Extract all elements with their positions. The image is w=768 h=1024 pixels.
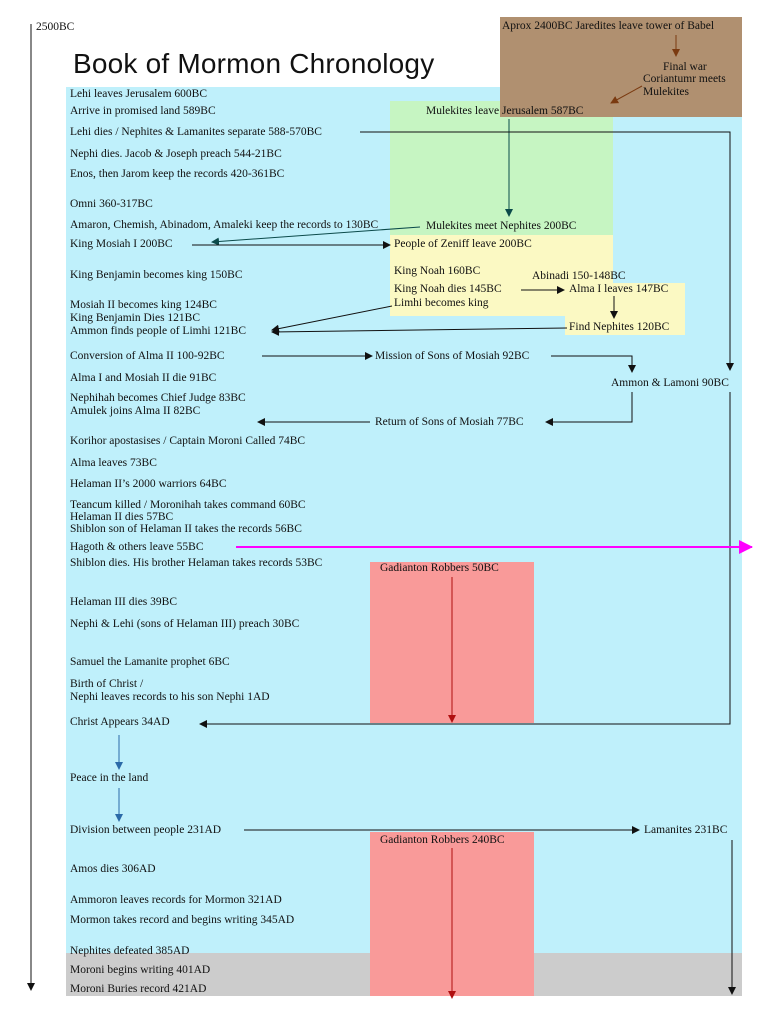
- lamanites-label: Lamanites 231BC: [644, 824, 728, 836]
- timeline-event: Moroni Buries record 421AD: [70, 983, 207, 995]
- timeline-event: Shiblon dies. His brother Helaman takes records 53BC: [70, 557, 323, 569]
- mulekites-jaredite-label: Mulekites: [643, 86, 689, 98]
- timeline-event: Ammoron leaves records for Mormon 321AD: [70, 894, 282, 906]
- lamanite-path-arrow: [360, 132, 730, 370]
- timeline-event: King Benjamin Dies 121BC: [70, 312, 201, 324]
- zeniff-leave-label: People of Zeniff leave 200BC: [394, 238, 532, 250]
- mission-label: Mission of Sons of Mosiah 92BC: [375, 350, 530, 362]
- timeline-event: Christ Appears 34AD: [70, 716, 170, 728]
- find-nephites-label: Find Nephites 120BC: [569, 321, 670, 333]
- timeline-event: Enos, then Jarom keep the records 420-361BC: [70, 168, 285, 180]
- timeline-event: Korihor apostasises / Captain Moroni Called 74BC: [70, 435, 306, 447]
- timeline-event: Alma leaves 73BC: [70, 457, 157, 469]
- find-nephites-arrow: [272, 328, 567, 332]
- timeline-event: Alma I and Mosiah II die 91BC: [70, 372, 217, 384]
- jaredites-leave-label: Aprox 2400BC Jaredites leave tower of Babel: [502, 20, 715, 32]
- limhi-arrow: [272, 306, 392, 330]
- coriantumr-arrow: [611, 86, 642, 103]
- coriantumr-label: Coriantumr meets: [643, 73, 726, 85]
- timeline-event: Nephihah becomes Chief Judge 83BC: [70, 392, 246, 404]
- timeline-event: Teancum killed / Moronihah takes command 60BC: [70, 499, 306, 511]
- mulekites-leave-label: Mulekites leave Jerusalem 587BC: [426, 105, 584, 117]
- timeline-event: Lehi leaves Jerusalem 600BC: [70, 88, 208, 100]
- timeline-event: Division between people 231AD: [70, 824, 222, 836]
- timeline-event: Helaman II’s 2000 warriors 64BC: [70, 478, 227, 490]
- mulekite-to-mosiah-arrow: [212, 227, 420, 242]
- mission-arrow: [551, 356, 632, 372]
- alma-leaves-label: Alma I leaves 147BC: [569, 283, 669, 295]
- timeline-event: Nephi & Lehi (sons of Helaman III) preach 30BC: [70, 618, 300, 630]
- timeline-event: Mosiah II becomes king 124BC: [70, 299, 217, 311]
- timeline-event: Helaman III dies 39BC: [70, 596, 177, 608]
- timeline-event: Shiblon son of Helaman II takes the records 56BC: [70, 523, 302, 535]
- timeline-event: Peace in the land: [70, 772, 149, 784]
- timeline-event: Helaman II dies 57BC: [70, 511, 174, 523]
- timeline-event: King Benjamin becomes king 150BC: [70, 269, 243, 281]
- gadianton-label-1: Gadianton Robbers 50BC: [380, 562, 499, 574]
- page-title: Book of Mormon Chronology: [73, 48, 435, 79]
- timeline-event: Nephi dies. Jacob & Joseph preach 544-21BC: [70, 148, 282, 160]
- timeline-event: Samuel the Lamanite prophet 6BC: [70, 656, 230, 668]
- top-year-label: 2500BC: [36, 21, 75, 33]
- gadianton-label-2: Gadianton Robbers 240BC: [380, 834, 505, 846]
- timeline-event: Amulek joins Alma II 82BC: [70, 405, 201, 417]
- timeline-event: Amos dies 306AD: [70, 863, 156, 875]
- timeline-event: Lehi dies / Nephites & Lamanites separate 588-570BC: [70, 126, 322, 138]
- timeline-event: Omni 360-317BC: [70, 198, 153, 210]
- ammon-lamoni-label: Ammon & Lamoni 90BC: [611, 377, 729, 389]
- timeline-event: Conversion of Alma II 100-92BC: [70, 350, 225, 362]
- christ-appears-arrow: [200, 392, 730, 724]
- timeline-event: Mormon takes record and begins writing 345AD: [70, 914, 295, 926]
- king-noah-label: King Noah 160BC: [394, 265, 481, 277]
- timeline-event: Moroni begins writing 401AD: [70, 964, 211, 976]
- timeline-event: Amaron, Chemish, Abinadom, Amaleki keep the records to 130BC: [70, 219, 379, 231]
- limhi-label: Limhi becomes king: [394, 297, 489, 309]
- abinadi-label: Abinadi 150-148BC: [532, 270, 626, 282]
- final-war-label: Final war: [663, 61, 707, 73]
- timeline-event: Ammon finds people of Limhi 121BC: [70, 325, 247, 337]
- noah-dies-label: King Noah dies 145BC: [394, 283, 502, 295]
- timeline-event: Nephi leaves records to his son Nephi 1AD: [70, 691, 270, 703]
- timeline-event: Nephites defeated 385AD: [70, 945, 190, 957]
- timeline-event: Arrive in promised land 589BC: [70, 105, 216, 117]
- return-label: Return of Sons of Mosiah 77BC: [375, 416, 524, 428]
- timeline-event: Birth of Christ /: [70, 678, 144, 690]
- timeline-event: King Mosiah I 200BC: [70, 238, 173, 250]
- mulekites-meet-label: Mulekites meet Nephites 200BC: [426, 220, 577, 232]
- timeline-event: Hagoth & others leave 55BC: [70, 541, 204, 553]
- return-arrow: [546, 392, 632, 422]
